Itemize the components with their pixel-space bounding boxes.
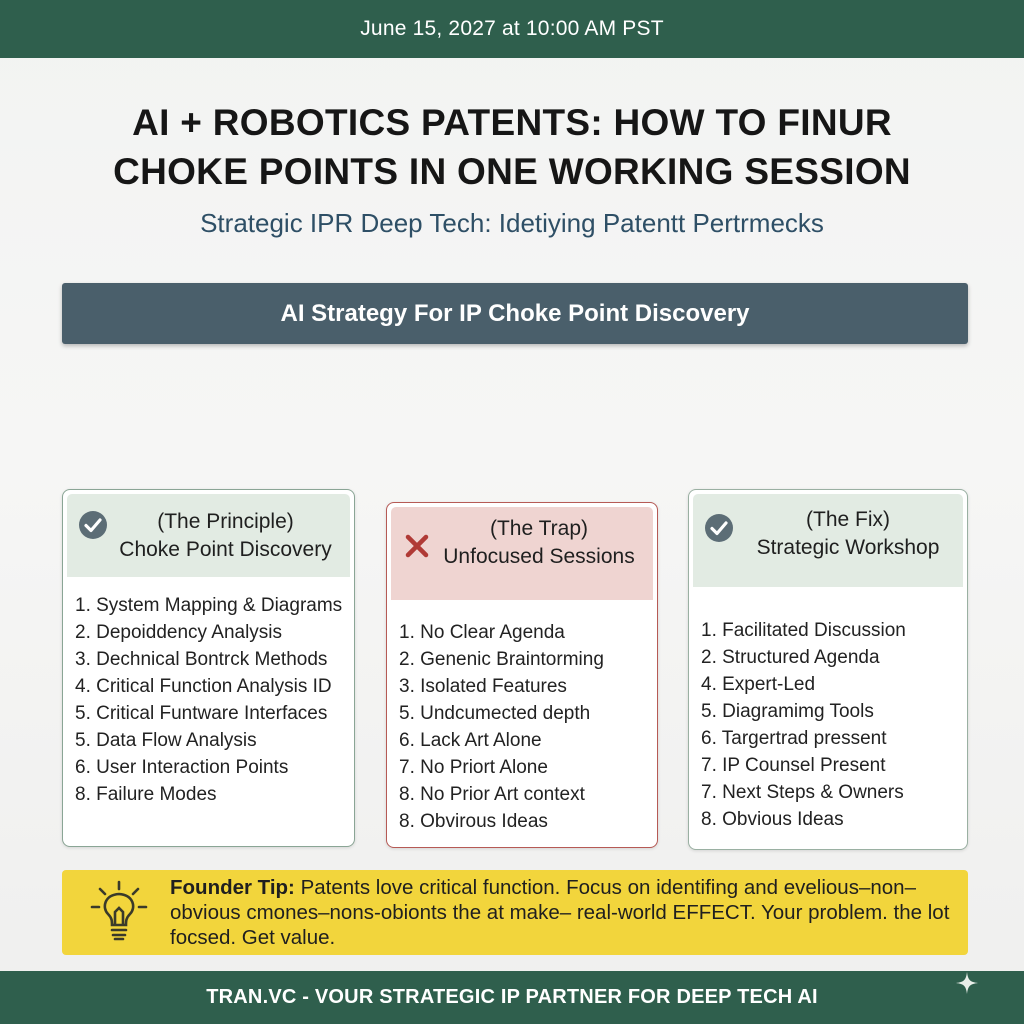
list-item: 8. Obvirous Ideas	[399, 811, 548, 832]
list-item: 1. No Clear Agenda	[399, 622, 565, 643]
title-line-2: CHOKE POINTS IN ONE WORKING SESSION	[113, 151, 911, 192]
footer-bar	[0, 971, 1024, 1024]
list-item: 7. No Priort Alone	[399, 757, 548, 778]
list-item: 1. System Mapping & Diagrams	[75, 595, 343, 616]
list-item: 1. Facilitated Discussion	[701, 620, 906, 641]
section-banner	[62, 283, 968, 344]
list-item: 6. Targertrad pressent	[701, 728, 887, 749]
list-item: 2. Depoiddency Analysis	[75, 622, 283, 643]
card-trap-heading: Unfocused Sessions	[443, 545, 635, 568]
card-trap	[386, 502, 658, 848]
card-fix-heading: Strategic Workshop	[756, 536, 940, 559]
list-item: 5. Data Flow Analysis	[75, 730, 257, 751]
list-item: 4. Expert-Led	[701, 674, 816, 695]
list-item: 4. Critical Function Analysis ID	[75, 676, 332, 697]
list-item: 8. Obvious Ideas	[701, 809, 844, 830]
founder-tip-body: Patents love critical function. Focus on identifing and evelious–non–obvious cmones–nons-obionts the at make– real-world EFFECT. Your problem. the lot focsed. Get value.	[170, 876, 950, 949]
card-fix-list	[701, 617, 961, 833]
list-item: 3. Isolated Features	[399, 676, 567, 697]
list-item: 7. IP Counsel Present	[701, 755, 886, 776]
lightbulb-icon	[88, 880, 150, 946]
card-principle-header	[67, 494, 350, 577]
list-item: 5. Undcumected depth	[399, 703, 591, 724]
card-trap-tag: (The Trap)	[489, 517, 589, 540]
title-line-1: AI + ROBOTICS PATENTS: HOW TO FINUR	[132, 102, 892, 143]
list-item: 2. Structured Agenda	[701, 647, 880, 668]
card-fix	[688, 489, 968, 850]
list-item: 5. Critical Funtware Interfaces	[75, 703, 328, 724]
section-banner-label: AI Strategy For IP Choke Point Discovery	[280, 299, 750, 327]
list-item: 5. Diagramimg Tools	[701, 701, 874, 722]
page-subtitle: Strategic IPR Deep Tech: Idetiying Patentt Pertrmecks	[200, 208, 824, 238]
card-fix-tag: (The Fix)	[806, 508, 890, 531]
list-item: 6. Lack Art Alone	[399, 730, 542, 751]
card-principle	[62, 489, 355, 847]
founder-tip-callout	[62, 870, 968, 955]
card-principle-heading: Choke Point Discovery	[119, 538, 332, 561]
list-item: 6. User Interaction Points	[75, 757, 289, 778]
check-circle-icon	[77, 509, 109, 541]
card-trap-header	[391, 507, 653, 600]
card-trap-list	[399, 619, 651, 835]
card-principle-tag: (The Principle)	[157, 510, 294, 533]
date-header-bar	[0, 0, 1024, 58]
card-principle-list	[75, 592, 348, 808]
list-item: 7. Next Steps & Owners	[701, 782, 904, 803]
page-title	[60, 98, 964, 196]
sparkle-icon	[956, 972, 978, 994]
list-item: 3. Dechnical Bontrck Methods	[75, 649, 328, 670]
founder-tip-label: Founder Tip:	[170, 876, 295, 899]
list-item: 2. Genenic Braintorming	[399, 649, 604, 670]
x-mark-icon	[401, 530, 433, 562]
check-circle-icon	[703, 512, 735, 544]
footer-tagline: TRAN.VC - VOUR STRATEGIC IP PARTNER FOR DEEP TECH AI	[206, 986, 818, 1008]
list-item: 8. Failure Modes	[75, 784, 217, 805]
card-fix-header	[693, 494, 963, 587]
founder-tip-text	[170, 875, 960, 950]
list-item: 8. No Prior Art context	[399, 784, 585, 805]
event-date-time: June 15, 2027 at 10:00 AM PST	[360, 17, 664, 40]
